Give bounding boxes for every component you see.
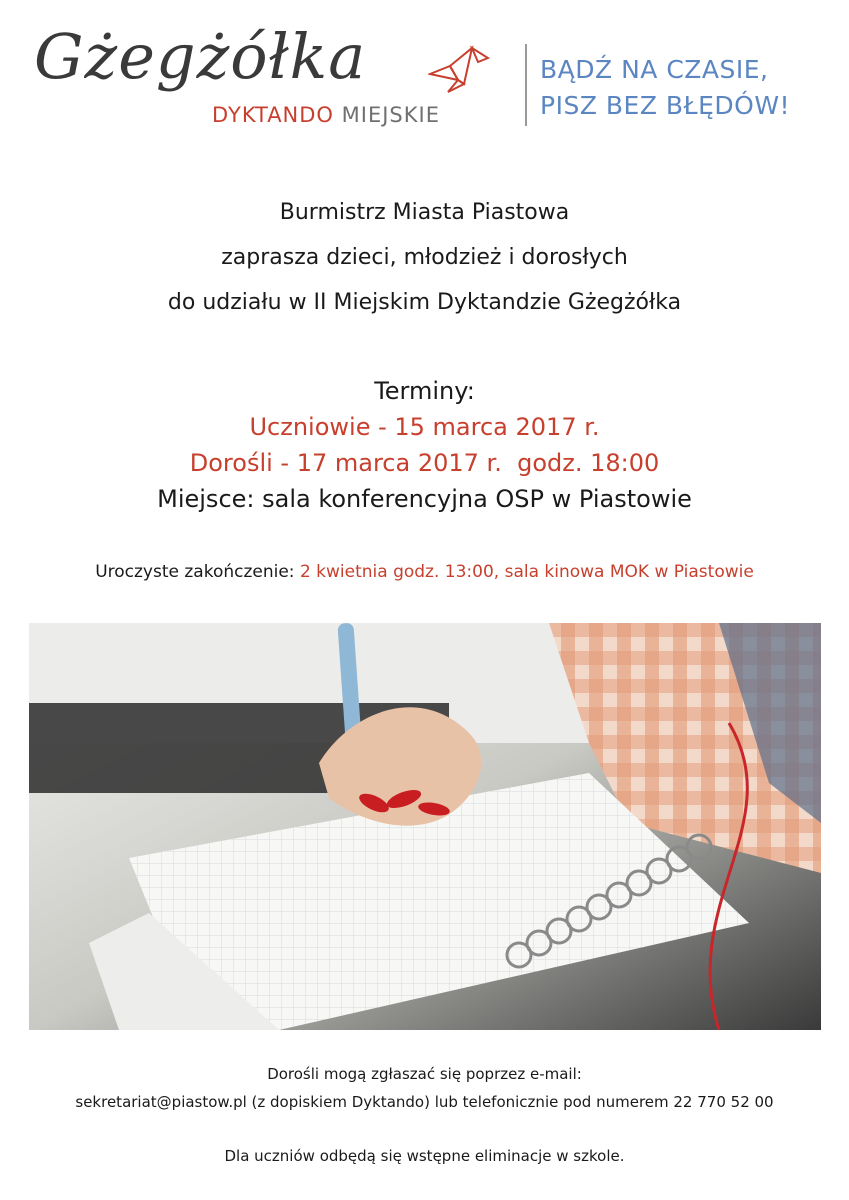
invitation-line-2: zaprasza dzieci, młodzież i dorosłych [221,245,628,270]
closing-ceremony [0,562,849,582]
ceremony-label: Uroczyste zakończenie: [95,562,295,582]
footer-contact: sekretariat@piastow.pl (z dopiskiem Dyktando) lub telefonicznie pod numerem 22 770 52 00 [75,1093,774,1111]
ceremony-details: 2 kwietnia godz. 13:00, sala kinowa MOK w Piastowie [299,562,754,582]
logo-subtitle-red: DYKTANDO [212,103,334,127]
footer-line-1: Dorośli mogą zgłaszać się poprzez e-mail: [267,1065,582,1083]
photo-illustration [29,623,821,1030]
terms-heading: Terminy: [374,377,475,405]
slogan [540,52,790,124]
slogan-line-2: PISZ BEZ BŁĘDÓW! [540,91,791,120]
footer-gap [0,1116,849,1142]
invitation-line-3: do udziału w II Miejskim Dyktandzie Gżegżółka [167,290,682,315]
header [0,0,849,150]
event-place: Miejsce: sala konferencyjna OSP w Piastowie [157,485,692,513]
footer-note: Dla uczniów odbędą się wstępne eliminacje w szkole. [224,1147,625,1165]
origami-bird-icon [428,44,490,96]
header-divider [525,44,527,126]
event-dates [0,373,849,517]
invitation-line-1: Burmistrz Miasta Piastowa [279,200,570,225]
students-date: Uczniowie - 15 marca 2017 r. [249,413,600,441]
adults-date: Dorośli - 17 marca 2017 r. godz. 18:00 [189,449,660,477]
footer [0,1060,849,1170]
slogan-line-1: BĄDŹ NA CZASIE, [540,55,769,84]
logo-subtitle [212,103,440,127]
logo-wordmark: Gżegżółka [34,20,367,93]
writing-photo [29,623,821,1030]
logo-subtitle-grey: MIEJSKIE [341,103,440,127]
invitation-text [0,190,849,325]
